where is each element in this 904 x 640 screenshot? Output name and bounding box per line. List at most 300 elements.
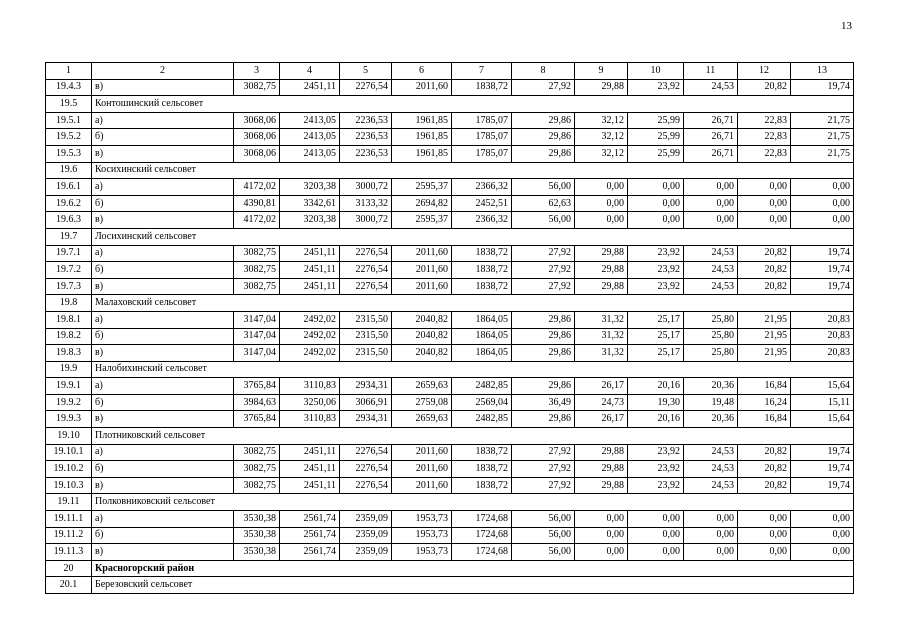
cell-value: 3082,75 xyxy=(234,245,280,262)
cell-value: 2482,85 xyxy=(452,411,512,428)
column-header: 3 xyxy=(234,63,280,80)
cell-value: 2366,32 xyxy=(452,179,512,196)
cell-value: 3082,75 xyxy=(234,444,280,461)
cell-value: 25,99 xyxy=(628,112,684,129)
cell-value: 24,73 xyxy=(575,394,628,411)
cell-value: 25,99 xyxy=(628,145,684,162)
cell-value: 0,00 xyxy=(684,527,738,544)
table-row xyxy=(46,527,854,544)
table-row xyxy=(46,245,854,262)
cell-value: 56,00 xyxy=(512,527,575,544)
cell-value: 15,64 xyxy=(791,411,854,428)
column-header: 10 xyxy=(628,63,684,80)
cell-value: 27,92 xyxy=(512,262,575,279)
cell-value: 3068,06 xyxy=(234,129,280,146)
cell-value: 0,00 xyxy=(738,511,791,528)
cell-value: 0,00 xyxy=(791,527,854,544)
section-row xyxy=(46,577,854,594)
cell-value: 20,82 xyxy=(738,461,791,478)
row-variant: б) xyxy=(92,195,234,212)
district-name: Красногорский район xyxy=(92,560,854,577)
cell-value: 19,74 xyxy=(791,461,854,478)
cell-value: 2451,11 xyxy=(280,444,340,461)
row-code: 19.8.1 xyxy=(46,311,92,328)
cell-value: 1864,05 xyxy=(452,345,512,362)
cell-value: 26,71 xyxy=(684,145,738,162)
row-variant: а) xyxy=(92,112,234,129)
cell-value: 56,00 xyxy=(512,544,575,561)
row-code: 19.8.2 xyxy=(46,328,92,345)
cell-value: 3250,06 xyxy=(280,394,340,411)
section-name: Плотниковский сельсовет xyxy=(92,428,854,445)
cell-value: 19,74 xyxy=(791,444,854,461)
row-code: 19.5.3 xyxy=(46,145,92,162)
section-name: Полковниковский сельсовет xyxy=(92,494,854,511)
cell-value: 1724,68 xyxy=(452,511,512,528)
cell-value: 2011,60 xyxy=(392,79,452,96)
cell-value: 1961,85 xyxy=(392,129,452,146)
cell-value: 29,86 xyxy=(512,378,575,395)
cell-value: 62,63 xyxy=(512,195,575,212)
row-code: 19.4.3 xyxy=(46,79,92,96)
cell-value: 3984,63 xyxy=(234,394,280,411)
table-row xyxy=(46,212,854,229)
table-row xyxy=(46,278,854,295)
cell-value: 29,86 xyxy=(512,112,575,129)
cell-value: 0,00 xyxy=(738,544,791,561)
cell-value: 27,92 xyxy=(512,278,575,295)
cell-value: 2011,60 xyxy=(392,278,452,295)
table-row xyxy=(46,195,854,212)
cell-value: 3082,75 xyxy=(234,278,280,295)
cell-value: 29,86 xyxy=(512,145,575,162)
row-variant: б) xyxy=(92,461,234,478)
cell-value: 19,74 xyxy=(791,262,854,279)
row-code: 19.11.2 xyxy=(46,527,92,544)
cell-value: 16,84 xyxy=(738,411,791,428)
cell-value: 19,74 xyxy=(791,245,854,262)
section-row xyxy=(46,162,854,179)
cell-value: 3082,75 xyxy=(234,79,280,96)
cell-value: 25,17 xyxy=(628,328,684,345)
column-header: 1 xyxy=(46,63,92,80)
cell-value: 19,30 xyxy=(628,394,684,411)
row-variant: в) xyxy=(92,278,234,295)
cell-value: 1953,73 xyxy=(392,527,452,544)
row-code: 19.11.1 xyxy=(46,511,92,528)
row-code: 19.9 xyxy=(46,361,92,378)
row-code: 19.7.2 xyxy=(46,262,92,279)
cell-value: 0,00 xyxy=(628,212,684,229)
cell-value: 0,00 xyxy=(738,212,791,229)
cell-value: 1838,72 xyxy=(452,262,512,279)
row-code: 19.5.1 xyxy=(46,112,92,129)
cell-value: 1838,72 xyxy=(452,444,512,461)
cell-value: 2276,54 xyxy=(340,461,392,478)
cell-value: 24,53 xyxy=(684,477,738,494)
cell-value: 36,49 xyxy=(512,394,575,411)
cell-value: 2315,50 xyxy=(340,328,392,345)
cell-value: 20,83 xyxy=(791,311,854,328)
cell-value: 0,00 xyxy=(628,544,684,561)
cell-value: 0,00 xyxy=(791,544,854,561)
cell-value: 23,92 xyxy=(628,262,684,279)
cell-value: 25,99 xyxy=(628,129,684,146)
cell-value: 1838,72 xyxy=(452,79,512,96)
section-name: Малаховский сельсовет xyxy=(92,295,854,312)
cell-value: 0,00 xyxy=(738,527,791,544)
cell-value: 1961,85 xyxy=(392,112,452,129)
cell-value: 25,17 xyxy=(628,345,684,362)
cell-value: 32,12 xyxy=(575,129,628,146)
cell-value: 2011,60 xyxy=(392,245,452,262)
cell-value: 2759,08 xyxy=(392,394,452,411)
row-code: 19.7.3 xyxy=(46,278,92,295)
cell-value: 3000,72 xyxy=(340,212,392,229)
table-row xyxy=(46,411,854,428)
cell-value: 0,00 xyxy=(628,511,684,528)
section-name: Контошинский сельсовет xyxy=(92,96,854,113)
cell-value: 0,00 xyxy=(684,212,738,229)
cell-value: 29,88 xyxy=(575,79,628,96)
section-row xyxy=(46,228,854,245)
cell-value: 2561,74 xyxy=(280,544,340,561)
row-code: 19.5 xyxy=(46,96,92,113)
cell-value: 1838,72 xyxy=(452,245,512,262)
cell-value: 15,11 xyxy=(791,394,854,411)
cell-value: 29,86 xyxy=(512,345,575,362)
cell-value: 20,83 xyxy=(791,345,854,362)
section-row xyxy=(46,295,854,312)
cell-value: 2040,82 xyxy=(392,311,452,328)
cell-value: 2276,54 xyxy=(340,79,392,96)
cell-value: 26,17 xyxy=(575,378,628,395)
cell-value: 1864,05 xyxy=(452,311,512,328)
cell-value: 23,92 xyxy=(628,245,684,262)
cell-value: 31,32 xyxy=(575,311,628,328)
cell-value: 1724,68 xyxy=(452,544,512,561)
row-variant: в) xyxy=(92,411,234,428)
table-row xyxy=(46,345,854,362)
cell-value: 2359,09 xyxy=(340,544,392,561)
column-header: 7 xyxy=(452,63,512,80)
cell-value: 31,32 xyxy=(575,328,628,345)
cell-value: 20,36 xyxy=(684,411,738,428)
cell-value: 2413,05 xyxy=(280,129,340,146)
section-row xyxy=(46,494,854,511)
row-variant: в) xyxy=(92,212,234,229)
cell-value: 2276,54 xyxy=(340,262,392,279)
cell-value: 19,74 xyxy=(791,79,854,96)
section-name: Налобихинский сельсовет xyxy=(92,361,854,378)
cell-value: 20,82 xyxy=(738,278,791,295)
cell-value: 22,83 xyxy=(738,145,791,162)
cell-value: 20,82 xyxy=(738,262,791,279)
cell-value: 1724,68 xyxy=(452,527,512,544)
cell-value: 0,00 xyxy=(628,179,684,196)
cell-value: 0,00 xyxy=(575,544,628,561)
row-code: 19.7.1 xyxy=(46,245,92,262)
cell-value: 20,82 xyxy=(738,444,791,461)
cell-value: 3066,91 xyxy=(340,394,392,411)
cell-value: 20,82 xyxy=(738,79,791,96)
cell-value: 24,53 xyxy=(684,79,738,96)
cell-value: 20,82 xyxy=(738,245,791,262)
cell-value: 22,83 xyxy=(738,112,791,129)
cell-value: 20,83 xyxy=(791,328,854,345)
cell-value: 2451,11 xyxy=(280,461,340,478)
cell-value: 3530,38 xyxy=(234,544,280,561)
cell-value: 2482,85 xyxy=(452,378,512,395)
cell-value: 3068,06 xyxy=(234,112,280,129)
cell-value: 1953,73 xyxy=(392,544,452,561)
row-variant: в) xyxy=(92,544,234,561)
cell-value: 19,48 xyxy=(684,394,738,411)
cell-value: 0,00 xyxy=(575,511,628,528)
cell-value: 56,00 xyxy=(512,511,575,528)
row-code: 19.8 xyxy=(46,295,92,312)
cell-value: 1864,05 xyxy=(452,328,512,345)
cell-value: 3765,84 xyxy=(234,378,280,395)
cell-value: 21,75 xyxy=(791,145,854,162)
row-variant: б) xyxy=(92,527,234,544)
cell-value: 1785,07 xyxy=(452,129,512,146)
cell-value: 29,86 xyxy=(512,311,575,328)
cell-value: 0,00 xyxy=(575,179,628,196)
page-number: 13 xyxy=(841,20,852,32)
column-header: 4 xyxy=(280,63,340,80)
cell-value: 2276,54 xyxy=(340,444,392,461)
cell-value: 2236,53 xyxy=(340,145,392,162)
cell-value: 2236,53 xyxy=(340,129,392,146)
cell-value: 3530,38 xyxy=(234,511,280,528)
cell-value: 2011,60 xyxy=(392,477,452,494)
row-code: 19.6.1 xyxy=(46,179,92,196)
cell-value: 2011,60 xyxy=(392,461,452,478)
cell-value: 2595,37 xyxy=(392,212,452,229)
cell-value: 29,88 xyxy=(575,262,628,279)
column-header: 13 xyxy=(791,63,854,80)
cell-value: 0,00 xyxy=(684,544,738,561)
cell-value: 24,53 xyxy=(684,278,738,295)
cell-value: 1838,72 xyxy=(452,461,512,478)
cell-value: 3000,72 xyxy=(340,179,392,196)
row-variant: а) xyxy=(92,245,234,262)
cell-value: 2011,60 xyxy=(392,262,452,279)
row-variant: в) xyxy=(92,145,234,162)
section-name: Березовский сельсовет xyxy=(92,577,854,594)
cell-value: 2659,63 xyxy=(392,378,452,395)
row-code: 19.8.3 xyxy=(46,345,92,362)
cell-value: 25,80 xyxy=(684,345,738,362)
cell-value: 25,80 xyxy=(684,311,738,328)
cell-value: 23,92 xyxy=(628,461,684,478)
cell-value: 3147,04 xyxy=(234,328,280,345)
row-code: 19.11 xyxy=(46,494,92,511)
cell-value: 2366,32 xyxy=(452,212,512,229)
cell-value: 3082,75 xyxy=(234,461,280,478)
cell-value: 2934,31 xyxy=(340,411,392,428)
cell-value: 2451,11 xyxy=(280,79,340,96)
cell-value: 3147,04 xyxy=(234,345,280,362)
cell-value: 3133,32 xyxy=(340,195,392,212)
cell-value: 27,92 xyxy=(512,245,575,262)
cell-value: 2276,54 xyxy=(340,278,392,295)
table-row xyxy=(46,129,854,146)
table-row xyxy=(46,544,854,561)
row-code: 19.6.3 xyxy=(46,212,92,229)
cell-value: 29,86 xyxy=(512,129,575,146)
cell-value: 29,88 xyxy=(575,278,628,295)
cell-value: 3082,75 xyxy=(234,262,280,279)
row-code: 19.5.2 xyxy=(46,129,92,146)
cell-value: 3530,38 xyxy=(234,527,280,544)
cell-value: 2040,82 xyxy=(392,345,452,362)
cell-value: 26,17 xyxy=(575,411,628,428)
row-code: 19.10 xyxy=(46,428,92,445)
cell-value: 2276,54 xyxy=(340,245,392,262)
table-row xyxy=(46,328,854,345)
cell-value: 22,83 xyxy=(738,129,791,146)
cell-value: 4172,02 xyxy=(234,212,280,229)
cell-value: 21,95 xyxy=(738,328,791,345)
table-row xyxy=(46,461,854,478)
cell-value: 2561,74 xyxy=(280,511,340,528)
section-name: Лосихинский сельсовет xyxy=(92,228,854,245)
row-code: 20.1 xyxy=(46,577,92,594)
cell-value: 29,88 xyxy=(575,245,628,262)
cell-value: 1961,85 xyxy=(392,145,452,162)
row-code: 19.6 xyxy=(46,162,92,179)
cell-value: 56,00 xyxy=(512,212,575,229)
column-header: 11 xyxy=(684,63,738,80)
cell-value: 0,00 xyxy=(575,212,628,229)
cell-value: 2236,53 xyxy=(340,112,392,129)
cell-value: 0,00 xyxy=(684,195,738,212)
cell-value: 23,92 xyxy=(628,278,684,295)
cell-value: 19,74 xyxy=(791,477,854,494)
cell-value: 0,00 xyxy=(738,179,791,196)
cell-value: 31,32 xyxy=(575,345,628,362)
cell-value: 24,53 xyxy=(684,245,738,262)
cell-value: 2315,50 xyxy=(340,345,392,362)
cell-value: 29,88 xyxy=(575,461,628,478)
section-row xyxy=(46,96,854,113)
table-row xyxy=(46,511,854,528)
cell-value: 2492,02 xyxy=(280,311,340,328)
cell-value: 3147,04 xyxy=(234,311,280,328)
row-variant: в) xyxy=(92,79,234,96)
cell-value: 3110,83 xyxy=(280,411,340,428)
cell-value: 16,84 xyxy=(738,378,791,395)
cell-value: 4172,02 xyxy=(234,179,280,196)
cell-value: 2359,09 xyxy=(340,511,392,528)
section-row xyxy=(46,428,854,445)
row-variant: б) xyxy=(92,129,234,146)
cell-value: 3203,38 xyxy=(280,179,340,196)
column-header: 8 xyxy=(512,63,575,80)
cell-value: 2413,05 xyxy=(280,112,340,129)
header-row xyxy=(46,63,854,80)
cell-value: 2451,11 xyxy=(280,262,340,279)
cell-value: 0,00 xyxy=(575,195,628,212)
cell-value: 2040,82 xyxy=(392,328,452,345)
cell-value: 29,88 xyxy=(575,477,628,494)
cell-value: 2413,05 xyxy=(280,145,340,162)
row-code: 20 xyxy=(46,560,92,577)
cell-value: 25,80 xyxy=(684,328,738,345)
cell-value: 2561,74 xyxy=(280,527,340,544)
cell-value: 0,00 xyxy=(575,527,628,544)
cell-value: 3068,06 xyxy=(234,145,280,162)
table-row xyxy=(46,477,854,494)
row-variant: а) xyxy=(92,511,234,528)
cell-value: 56,00 xyxy=(512,179,575,196)
cell-value: 19,74 xyxy=(791,278,854,295)
row-variant: а) xyxy=(92,444,234,461)
section-name: Косихинский сельсовет xyxy=(92,162,854,179)
cell-value: 2359,09 xyxy=(340,527,392,544)
row-variant: а) xyxy=(92,311,234,328)
cell-value: 1953,73 xyxy=(392,511,452,528)
cell-value: 26,71 xyxy=(684,129,738,146)
cell-value: 0,00 xyxy=(791,195,854,212)
cell-value: 2492,02 xyxy=(280,345,340,362)
row-variant: б) xyxy=(92,262,234,279)
row-variant: а) xyxy=(92,378,234,395)
cell-value: 27,92 xyxy=(512,79,575,96)
column-header: 2 xyxy=(92,63,234,80)
table-row xyxy=(46,145,854,162)
cell-value: 3203,38 xyxy=(280,212,340,229)
cell-value: 0,00 xyxy=(791,212,854,229)
table-row xyxy=(46,311,854,328)
row-code: 19.11.3 xyxy=(46,544,92,561)
table-row xyxy=(46,394,854,411)
cell-value: 29,86 xyxy=(512,328,575,345)
cell-value: 0,00 xyxy=(628,527,684,544)
table-row xyxy=(46,112,854,129)
cell-value: 0,00 xyxy=(738,195,791,212)
cell-value: 21,75 xyxy=(791,129,854,146)
cell-value: 2452,51 xyxy=(452,195,512,212)
column-header: 6 xyxy=(392,63,452,80)
cell-value: 3342,61 xyxy=(280,195,340,212)
cell-value: 15,64 xyxy=(791,378,854,395)
cell-value: 2276,54 xyxy=(340,477,392,494)
cell-value: 24,53 xyxy=(684,262,738,279)
cell-value: 1785,07 xyxy=(452,112,512,129)
cell-value: 20,36 xyxy=(684,378,738,395)
cell-value: 2569,04 xyxy=(452,394,512,411)
cell-value: 0,00 xyxy=(791,511,854,528)
cell-value: 2492,02 xyxy=(280,328,340,345)
table-row xyxy=(46,79,854,96)
cell-value: 26,71 xyxy=(684,112,738,129)
row-code: 19.6.2 xyxy=(46,195,92,212)
cell-value: 29,86 xyxy=(512,411,575,428)
row-variant: б) xyxy=(92,328,234,345)
cell-value: 21,95 xyxy=(738,311,791,328)
cell-value: 0,00 xyxy=(628,195,684,212)
row-code: 19.10.1 xyxy=(46,444,92,461)
cell-value: 2011,60 xyxy=(392,444,452,461)
cell-value: 23,92 xyxy=(628,477,684,494)
tariff-table xyxy=(45,62,854,594)
cell-value: 20,82 xyxy=(738,477,791,494)
cell-value: 20,16 xyxy=(628,378,684,395)
row-variant: в) xyxy=(92,345,234,362)
